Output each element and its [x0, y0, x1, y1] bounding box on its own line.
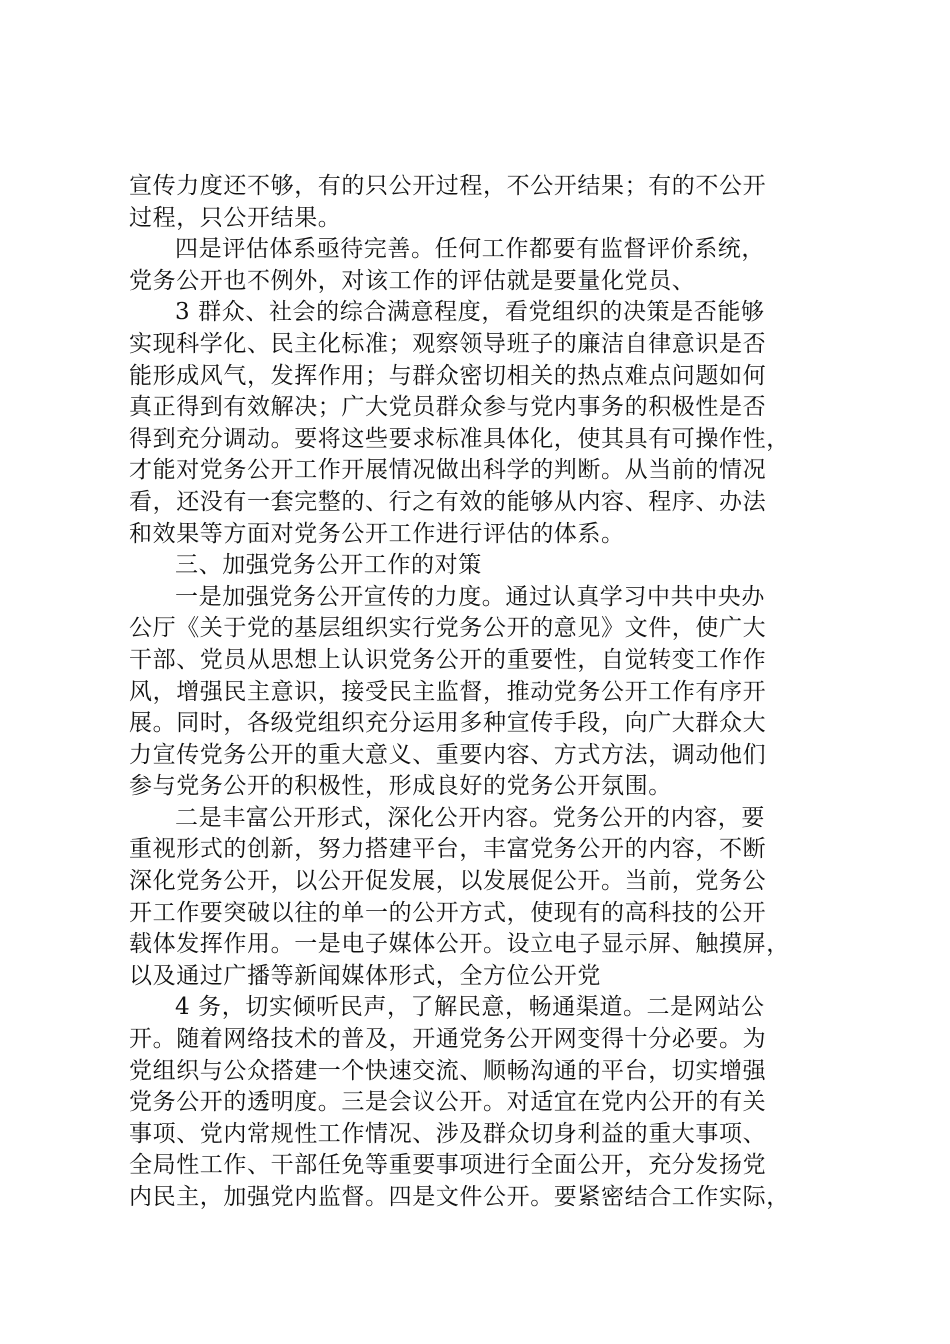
text-line: 党组织与公众搭建一个快速交流、顺畅沟通的平台，切实增强 — [129, 1057, 767, 1084]
text-line: 3 群众、社会的综合满意程度，看党组织的决策是否能够 — [175, 299, 765, 326]
text-line: 开。随着网络技术的普及，开通党务公开网变得十分必要。为 — [129, 1026, 767, 1053]
text-line: 公厅《关于党的基层组织实行党务公开的意见》文件，使广大 — [129, 615, 767, 642]
text-line: 四是评估体系亟待完善。任何工作都要有监督评价系统， — [175, 236, 765, 263]
text-line: 干部、党员从思想上认识党务公开的重要性，自觉转变工作作 — [129, 646, 767, 673]
text-line: 真正得到有效解决；广大党员群众参与党内事务的积极性是否 — [129, 394, 767, 421]
text-line: 三、加强党务公开工作的对策 — [175, 552, 482, 579]
text-line: 一是加强党务公开宣传的力度。通过认真学习中共中央办 — [175, 583, 765, 610]
text-line: 宣传力度还不够，有的只公开过程，不公开结果；有的不公开 — [129, 173, 767, 199]
text-line: 开工作要突破以往的单一的公开方式，使现有的高科技的公开 — [129, 899, 767, 926]
text-line: 能形成风气，发挥作用；与群众密切相关的热点难点问题如何 — [129, 362, 767, 389]
text-line: 重视形式的创新，努力搭建平台，丰富党务公开的内容，不断 — [129, 836, 767, 863]
text-line: 全局性工作、干部任免等重要事项进行全面公开，充分发扬党 — [129, 1152, 767, 1179]
body-text — [129, 171, 829, 1214]
text-line: 看，还没有一套完整的、行之有效的能够从内容、程序、办法 — [129, 488, 767, 515]
text-line: 内民主，加强党内监督。四是文件公开。要紧密结合工作实际， — [129, 1184, 790, 1210]
text-line: 事项、党内常规性工作情况、涉及群众切身利益的重大事项、 — [129, 1120, 767, 1147]
text-line: 得到充分调动。要将这些要求标准具体化，使其具有可操作性， — [129, 425, 790, 452]
text-line: 党务公开的透明度。三是会议公开。对适宜在党内公开的有关 — [129, 1089, 767, 1116]
text-line: 参与党务公开的积极性，形成良好的党务公开氛围。 — [129, 773, 672, 800]
text-line: 二是丰富公开形式，深化公开内容。党务公开的内容，要 — [175, 804, 765, 831]
text-line: 4 务，切实倾听民声，了解民意，畅通渠道。二是网站公 — [175, 994, 765, 1021]
text-line: 过程，只公开结果。 — [129, 204, 342, 231]
text-line: 以及通过广播等新闻媒体形式，全方位公开党 — [129, 962, 601, 989]
text-line: 展。同时，各级党组织充分运用多种宣传手段，向广大群众大 — [129, 710, 767, 737]
text-line: 风，增强民主意识，接受民主监督，推动党务公开工作有序开 — [129, 678, 767, 705]
text-line: 力宣传党务公开的重大意义、重要内容、方式方法，调动他们 — [129, 741, 767, 768]
text-line: 党务公开也不例外，对该工作的评估就是要量化党员、 — [129, 267, 696, 294]
text-line: 才能对党务公开工作开展情况做出科学的判断。从当前的情况 — [129, 457, 767, 484]
text-line: 深化党务公开，以公开促发展，以发展促公开。当前，党务公 — [129, 868, 767, 895]
text-line: 实现科学化、民主化标准；观察领导班子的廉洁自律意识是否 — [129, 330, 767, 357]
text-line: 载体发挥作用。一是电子媒体公开。设立电子显示屏、触摸屏， — [129, 931, 790, 958]
text-line: 和效果等方面对党务公开工作进行评估的体系。 — [129, 520, 625, 547]
